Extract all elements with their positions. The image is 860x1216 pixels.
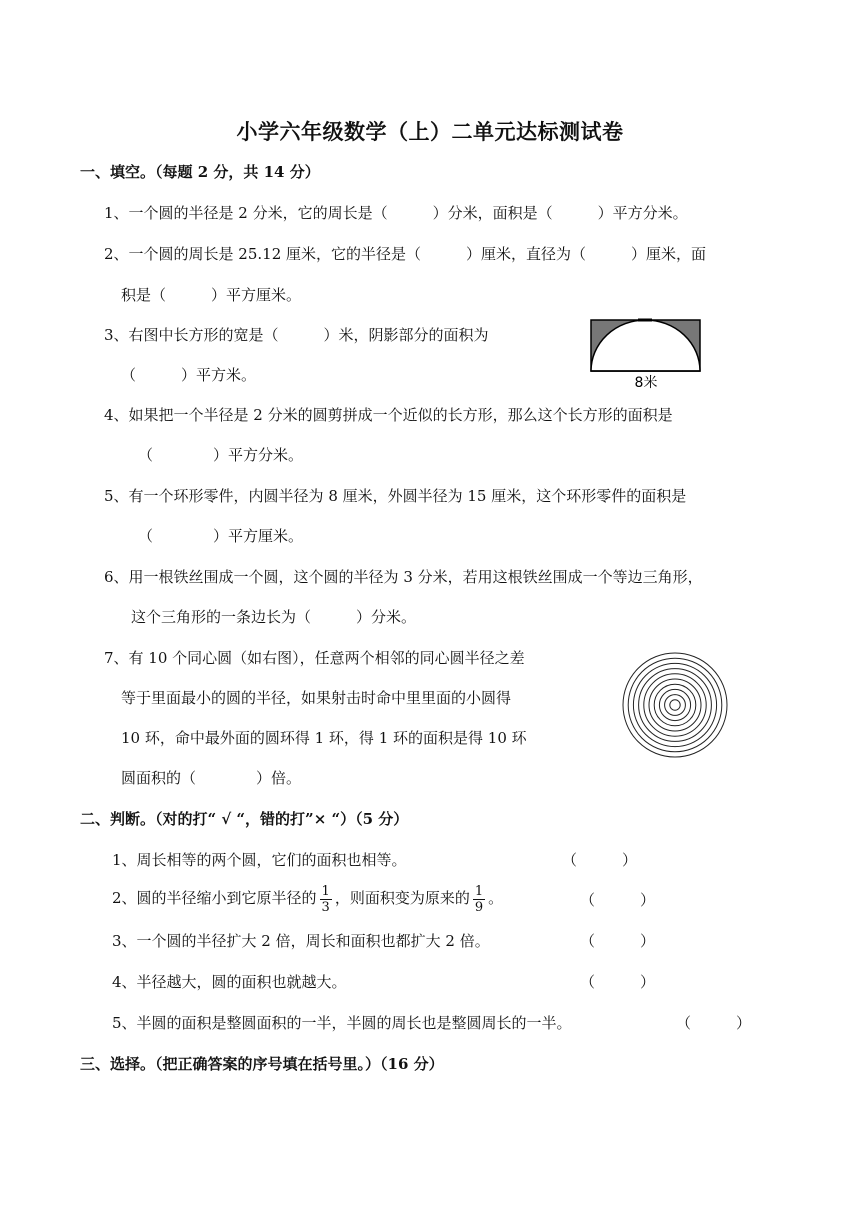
answer-bracket-2-5: （ ） xyxy=(676,1014,752,1032)
answer-bracket-2-3: （ ） xyxy=(580,932,656,950)
question-1-1: 1、一个圆的半径是 2 分米，它的周长是（ ）分米，面积是（ ）平方分米。 xyxy=(104,204,688,222)
page-title: 小学六年级数学（上）二单元达标测试卷 xyxy=(236,119,624,144)
fraction-denominator: 3 xyxy=(321,899,330,915)
question-2-3: 3、一个圆的半径扩大 2 倍，周长和面积也都扩大 2 倍。 xyxy=(112,932,490,950)
question-1-2-line-2: 积是（ ）平方厘米。 xyxy=(121,286,302,304)
ring-2 xyxy=(665,695,686,716)
question-1-7-line-4: 圆面积的（ ）倍。 xyxy=(121,769,302,787)
question-2-1: 1、周长相等的两个圆，它们的面积也相等。 xyxy=(112,851,407,869)
fraction-denominator: 9 xyxy=(474,899,484,915)
fraction-numerator: 1 xyxy=(474,883,484,899)
section-1-heading: 一、填空。（每题 2 分，共 14 分） xyxy=(80,163,320,181)
question-1-3-line-2: （ ）平方米。 xyxy=(121,366,257,384)
question-2-2-end: 。 xyxy=(488,889,504,907)
ring-9 xyxy=(628,658,722,752)
ring-5 xyxy=(649,679,701,731)
answer-bracket-2-4: （ ） xyxy=(580,973,656,991)
fraction-one-third xyxy=(320,884,332,915)
section-2-heading: 二、判断。（对的打“ √ “，错的打”× “）（5 分） xyxy=(80,810,409,828)
question-1-6-line-2: 这个三角形的一条边长为（ ）分米。 xyxy=(131,608,417,626)
section-3-heading: 三、选择。（把正确答案的序号填在括号里。）（16 分） xyxy=(80,1055,444,1073)
fraction-one-ninth xyxy=(473,884,485,915)
question-2-4: 4、半径越大，圆的面积也就越大。 xyxy=(112,973,347,991)
question-2-2 xyxy=(112,882,503,915)
question-1-7-line-3: 10 环，命中最外面的圆环得 1 环，得 1 环的面积是得 10 环 xyxy=(121,729,527,747)
question-1-3-line-1: 3、右图中长方形的宽是（ ）米，阴影部分的面积为 xyxy=(104,326,489,344)
answer-bracket-2-2: （ ） xyxy=(580,891,656,909)
figure-label: 8米 xyxy=(634,375,658,391)
concentric-circles-figure xyxy=(620,650,730,760)
question-1-2-line-1: 2、一个圆的周长是 25.12 厘米，它的半径是（ ）厘米，直径为（ ）厘米，面 xyxy=(104,245,707,263)
ring-3 xyxy=(659,689,690,720)
question-2-2-middle: ，则面积变为原来的 xyxy=(334,889,470,907)
question-1-4-line-2: （ ）平方分米。 xyxy=(138,446,304,464)
question-1-4-line-1: 4、如果把一个半径是 2 分米的圆剪拼成一个近似的长方形，那么这个长方形的面积是 xyxy=(104,406,673,424)
ring-7 xyxy=(639,669,712,742)
question-1-6-line-1: 6、用一根铁丝围成一个圆，这个圆的半径为 3 分米，若用这根铁丝围成一个等边三角形， xyxy=(104,568,703,586)
question-1-5-line-1: 5、有一个环形零件，内圆半径为 8 厘米，外圆半径为 15 厘米，这个环形零件的面积是 xyxy=(104,487,687,505)
fraction-numerator: 1 xyxy=(321,883,330,899)
ring-8 xyxy=(633,663,716,746)
ring-6 xyxy=(644,674,706,736)
ring-1 xyxy=(670,700,680,710)
rectangle-semicircle-figure xyxy=(588,316,704,392)
question-2-5: 5、半圆的面积是整圆面积的一半，半圆的周长也是整圆周长的一半。 xyxy=(112,1014,572,1032)
ring-4 xyxy=(654,684,696,726)
question-1-7-line-2: 等于里面最小的圆的半径，如果射击时命中里里面的小圆得 xyxy=(121,689,512,707)
question-1-5-line-2: （ ）平方厘米。 xyxy=(138,527,304,545)
question-1-7-line-1: 7、有 10 个同心圆（如右图），任意两个相邻的同心圆半径之差 xyxy=(104,649,525,667)
answer-bracket-2-1: （ ） xyxy=(562,851,638,869)
question-2-2-start: 2、圆的半径缩小到它原半径的 xyxy=(112,889,317,907)
